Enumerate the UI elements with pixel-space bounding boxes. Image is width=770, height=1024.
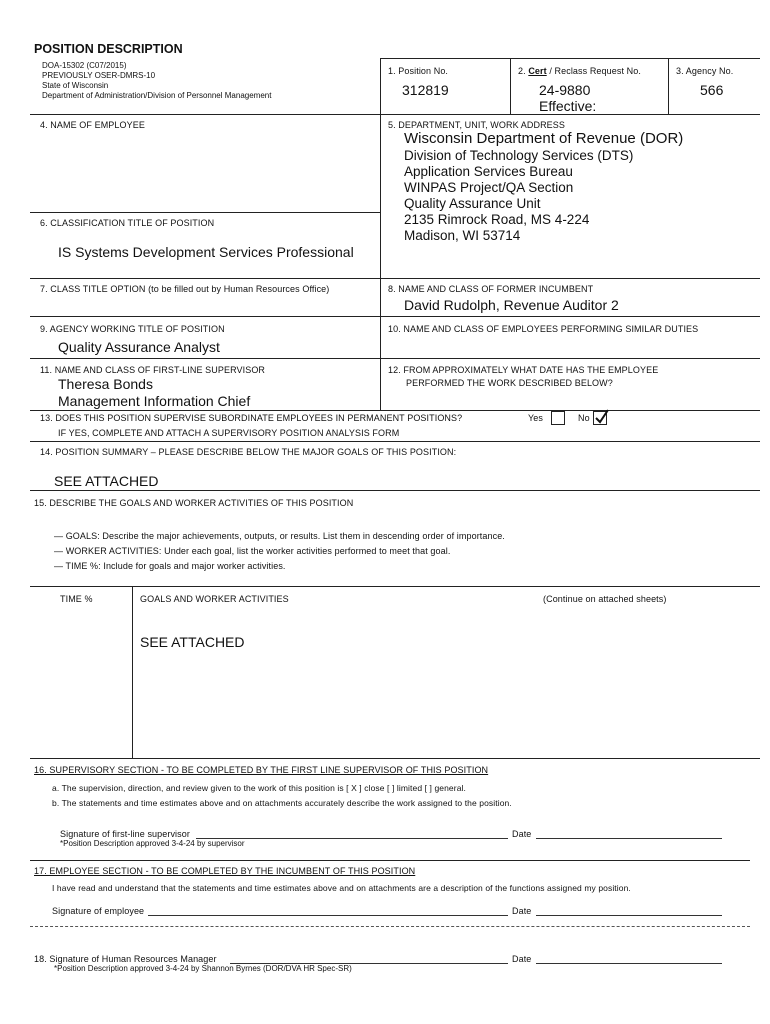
employee-signature-line[interactable] — [148, 915, 508, 916]
classification-title-value[interactable]: IS Systems Development Services Professional — [58, 244, 354, 260]
position-no-label: 1. Position No. — [388, 66, 449, 76]
effective-label: Effective: — [539, 98, 597, 114]
section16-label: 16. SUPERVISORY SECTION - TO BE COMPLETED BY THE FIRST LINE SUPERVISOR OF THIS POSITION — [34, 765, 489, 775]
checkmark-icon — [594, 409, 610, 425]
position-no-value[interactable]: 312819 — [402, 82, 449, 98]
supervisor-date-label: Date — [512, 829, 532, 839]
divider — [30, 860, 750, 861]
dept-address-label: 5. DEPARTMENT, UNIT, WORK ADDRESS — [388, 120, 565, 130]
supervise-instruction: IF YES, COMPLETE AND ATTACH A SUPERVISORY POSITION ANALYSIS FORM — [58, 428, 400, 438]
divider — [380, 58, 381, 278]
divider — [30, 410, 760, 411]
summary-value[interactable]: SEE ATTACHED — [54, 473, 159, 489]
dept-address-line: Quality Assurance Unit — [404, 196, 541, 211]
cert-prefix: 2. — [518, 66, 529, 76]
accuracy-statement: b. The statements and time estimates above and on attachments accurately describe the work assigned to the position. — [52, 798, 512, 808]
yes-label: Yes — [528, 413, 543, 423]
summary-label: 14. POSITION SUMMARY – PLEASE DESCRIBE BELOW THE MAJOR GOALS OF THIS POSITION: — [40, 447, 457, 457]
approx-date-label-2: PERFORMED THE WORK DESCRIBED BELOW? — [406, 378, 613, 388]
continue-note: (Continue on attached sheets) — [543, 594, 667, 604]
dept-address-line: Division of Technology Services (DTS) — [404, 148, 634, 163]
divider — [380, 278, 381, 316]
divider — [30, 114, 760, 115]
section17-label: 17. EMPLOYEE SECTION - TO BE COMPLETED BY THE INCUMBENT OF THIS POSITION — [34, 866, 416, 876]
reclass-request-value[interactable]: 24-9880 — [539, 82, 591, 98]
supervision-level-text: a. The supervision, direction, and review given to the work of this position is [ X ] close [ ] limited [ ] general. — [52, 783, 466, 793]
form-previous: PREVIOUSLY OSER-DMRS-10 — [42, 71, 156, 80]
employee-date-line[interactable] — [536, 915, 722, 916]
hr-manager-signature-label: 18. Signature of Human Resources Manager — [34, 954, 217, 964]
form-department: Department of Administration/Division of Personnel Management — [42, 91, 272, 100]
similar-duties-label: 10. NAME AND CLASS OF EMPLOYEES PERFORMING SIMILAR DUTIES — [388, 324, 699, 334]
yes-checkbox[interactable] — [551, 411, 565, 425]
cert-rest: / Reclass Request No. — [546, 66, 641, 76]
classification-title-label: 6. CLASSIFICATION TITLE OF POSITION — [40, 218, 215, 228]
no-label: No — [578, 413, 590, 423]
supervisor-label: 11. NAME AND CLASS OF FIRST-LINE SUPERVISOR — [40, 365, 266, 375]
divider — [668, 58, 669, 114]
divider — [30, 278, 760, 279]
no-checkbox[interactable] — [593, 411, 607, 425]
divider — [30, 926, 750, 927]
supervisor-name-value[interactable]: Theresa Bonds — [58, 376, 153, 392]
dept-address-line: 2135 Rimrock Road, MS 4-224 — [404, 212, 590, 227]
divider — [380, 316, 381, 410]
employee-date-label: Date — [512, 906, 532, 916]
class-title-option-label: 7. CLASS TITLE OPTION (to be filled out by Human Resources Office) — [40, 284, 330, 294]
employee-name-label: 4. NAME OF EMPLOYEE — [40, 120, 145, 130]
former-incumbent-label: 8. NAME AND CLASS OF FORMER INCUMBENT — [388, 284, 594, 294]
cert-reclass-label — [518, 66, 641, 76]
divider — [30, 441, 760, 442]
goals-instruction: — GOALS: Describe the major achievements, outputs, or results. List them in descending order of importance. — [54, 531, 505, 541]
form-number: DOA-15302 (C07/2015) — [42, 61, 127, 70]
hr-date-line[interactable] — [536, 963, 722, 964]
section15-label: 15. DESCRIBE THE GOALS AND WORKER ACTIVITIES OF THIS POSITION — [34, 498, 354, 508]
employee-statement: I have read and understand that the statements and time estimates above and on attachments are a description of the functions assigned my position. — [52, 883, 631, 893]
divider — [30, 758, 760, 759]
form-title: POSITION DESCRIPTION — [34, 42, 183, 56]
activities-instruction: — WORKER ACTIVITIES: Under each goal, list the worker activities performed to meet that goal. — [54, 546, 451, 556]
cert-underlined: Cert — [528, 66, 547, 76]
time-instruction: — TIME %: Include for goals and major worker activities. — [54, 561, 286, 571]
divider — [380, 58, 760, 59]
agency-no-value[interactable]: 566 — [700, 82, 724, 98]
divider — [30, 212, 380, 213]
time-column-header: TIME % — [60, 594, 93, 604]
divider — [132, 586, 133, 758]
approx-date-label-1: 12. FROM APPROXIMATELY WHAT DATE HAS THE EMPLOYEE — [388, 365, 659, 375]
divider — [30, 316, 760, 317]
supervisor-approval-note: *Position Description approved 3-4-24 by supervisor — [60, 839, 245, 848]
dept-address-line: Wisconsin Department of Revenue (DOR) — [404, 130, 684, 147]
goals-column-header: GOALS AND WORKER ACTIVITIES — [140, 594, 289, 604]
supervisor-signature-label: Signature of first-line supervisor — [60, 829, 190, 839]
working-title-value[interactable]: Quality Assurance Analyst — [58, 339, 220, 355]
employee-signature-label: Signature of employee — [52, 906, 145, 916]
divider — [30, 490, 760, 491]
hr-approval-note: *Position Description approved 3-4-24 by Shannon Byrnes (DOR/DVA HR Spec-SR) — [54, 964, 352, 973]
divider — [510, 58, 511, 114]
dept-address-line: Madison, WI 53714 — [404, 228, 521, 243]
supervisor-class-value[interactable]: Management Information Chief — [58, 393, 251, 409]
form-state: State of Wisconsin — [42, 81, 109, 90]
supervisor-date-line[interactable] — [536, 838, 722, 839]
divider — [30, 358, 760, 359]
dept-address-line: WINPAS Project/QA Section — [404, 180, 574, 195]
goals-value[interactable]: SEE ATTACHED — [140, 634, 245, 650]
supervise-question: 13. DOES THIS POSITION SUPERVISE SUBORDINATE EMPLOYEES IN PERMANENT POSITIONS? — [40, 413, 463, 423]
former-incumbent-value[interactable]: David Rudolph, Revenue Auditor 2 — [404, 297, 619, 313]
hr-date-label: Date — [512, 954, 532, 964]
working-title-label: 9. AGENCY WORKING TITLE OF POSITION — [40, 324, 225, 334]
divider — [30, 586, 760, 587]
dept-address-line: Application Services Bureau — [404, 164, 573, 179]
agency-no-label: 3. Agency No. — [676, 66, 734, 76]
